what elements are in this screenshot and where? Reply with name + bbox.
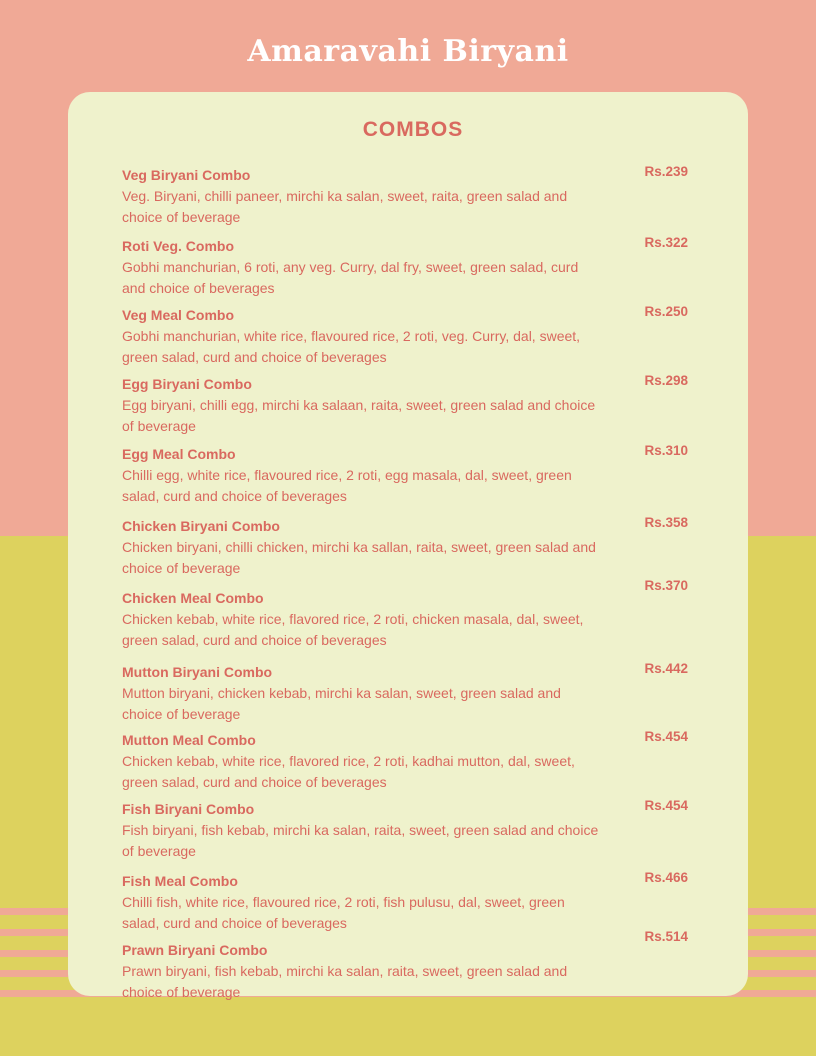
menu-item-price: Rs.310 <box>644 443 688 458</box>
menu-item-price: Rs.250 <box>644 304 688 319</box>
menu-item-name: Fish Meal Combo <box>122 873 238 889</box>
menu-item-price: Rs.358 <box>644 515 688 530</box>
menu-item-description: Gobhi manchurian, 6 roti, any veg. Curry, dal fry, sweet, green salad, curd and choice of beverages <box>122 259 579 296</box>
menu-item <box>122 445 702 507</box>
menu-item <box>122 517 702 579</box>
menu-item-name: Veg Meal Combo <box>122 307 235 323</box>
menu-item <box>122 578 702 651</box>
menu-item-description: Prawn biryani, fish kebab, mirchi ka salan, raita, sweet, green salad and choice of beverage <box>122 963 568 1000</box>
menu-item-price: Rs.370 <box>644 578 688 593</box>
menu-item <box>122 306 702 368</box>
menu-item-name: Prawn Biryani Combo <box>122 942 268 958</box>
menu-item-price: Rs.466 <box>644 870 688 885</box>
menu-item <box>122 731 702 793</box>
menu-item <box>122 375 702 437</box>
menu-item-price: Rs.514 <box>644 929 688 944</box>
section-title: COMBOS <box>362 118 464 141</box>
menu-item-price: Rs.442 <box>644 661 688 676</box>
menu-item-description: Veg. Biryani, chilli paneer, mirchi ka salan, sweet, raita, green salad and choice of beverage <box>122 188 568 225</box>
menu-item-description: Gobhi manchurian, white rice, flavoured rice, 2 roti, veg. Curry, dal, sweet, green salad, curd and choice of beverages <box>122 328 581 365</box>
menu-item-name: Chicken Biryani Combo <box>122 518 280 534</box>
menu-item-price: Rs.298 <box>644 373 688 388</box>
menu-item-description: Mutton biryani, chicken kebab, mirchi ka salan, sweet, green salad and choice of beverage <box>122 685 561 722</box>
menu-item-description: Fish biryani, fish kebab, mirchi ka salan, raita, sweet, green salad and choice of beverage <box>122 822 599 859</box>
menu-item-name: Veg Biryani Combo <box>122 167 251 183</box>
menu-item <box>122 663 702 725</box>
menu-item-description: Chilli fish, white rice, flavoured rice, 2 roti, fish pulusu, dal, sweet, green salad, curd and choice of beverages <box>122 894 565 931</box>
menu-item-description: Chicken biryani, chilli chicken, mirchi ka sallan, raita, sweet, green salad and choice of beverage <box>122 539 596 576</box>
menu-item-description: Egg biryani, chilli egg, mirchi ka salaan, raita, sweet, green salad and choice of beverage <box>122 397 596 434</box>
menu-item <box>122 872 702 934</box>
restaurant-title: Amaravahi Biryani <box>247 34 569 69</box>
menu-item <box>122 929 702 1003</box>
menu-item-description: Chilli egg, white rice, flavoured rice, 2 roti, egg masala, dal, sweet, green salad, curd and choice of beverages <box>122 467 572 504</box>
menu-item-description: Chicken kebab, white rice, flavored rice, 2 roti, kadhai mutton, dal, sweet, green salad, curd and choice of beverages <box>122 753 575 790</box>
menu-item-price: Rs.322 <box>644 235 688 250</box>
menu-item <box>122 237 702 299</box>
menu-item-price: Rs.454 <box>644 729 688 744</box>
menu-item-name: Egg Biryani Combo <box>122 376 252 392</box>
menu-item <box>122 166 702 228</box>
menu-item-price: Rs.454 <box>644 798 688 813</box>
menu-item-price: Rs.239 <box>644 164 688 179</box>
menu-item-description: Chicken kebab, white rice, flavored rice, 2 roti, chicken masala, dal, sweet, green salad, curd and choice of beverages <box>122 611 584 648</box>
menu-item-name: Chicken Meal Combo <box>122 590 264 606</box>
menu-item-name: Fish Biryani Combo <box>122 801 255 817</box>
menu-item-name: Egg Meal Combo <box>122 446 236 462</box>
menu-item-name: Mutton Biryani Combo <box>122 664 273 680</box>
menu-item <box>122 800 702 862</box>
menu-item-name: Roti Veg. Combo <box>122 238 234 254</box>
menu-item-name: Mutton Meal Combo <box>122 732 256 748</box>
